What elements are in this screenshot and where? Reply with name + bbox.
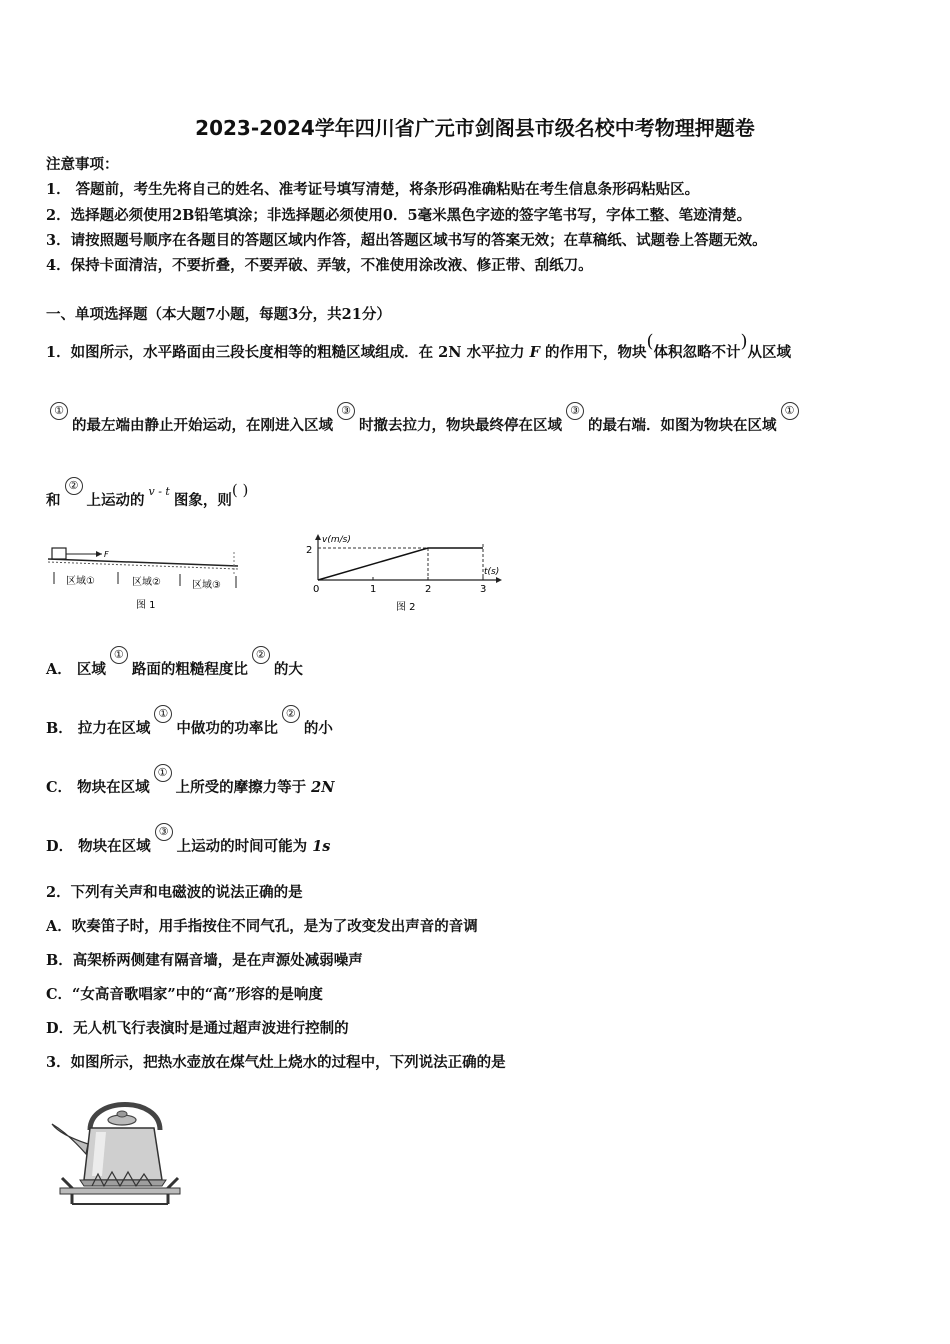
- option-label: D．: [46, 838, 74, 855]
- circle-1-marker: ①: [50, 402, 68, 420]
- q1-answer-paren: ( ): [231, 481, 249, 499]
- x-tick-label: 3: [480, 584, 487, 595]
- figure-2-vt-chart: [300, 530, 520, 615]
- q1-text: 体积忽略不计: [653, 344, 741, 361]
- circle-2-marker: ②: [65, 477, 83, 495]
- q1-text: 上运动的: [86, 492, 145, 509]
- q1-paren-close: ): [740, 331, 748, 352]
- q1-force: 2N: [438, 344, 462, 361]
- option-label: A．: [46, 661, 72, 678]
- q1-text: 从区域: [747, 344, 792, 361]
- circle-1-marker: ①: [154, 705, 172, 723]
- figure-2-caption: 图 2: [396, 602, 416, 613]
- q1-text: 水平拉力: [466, 344, 525, 361]
- section-heading: 一、单项选择题（本大题7小题，每题3分，共21分）: [46, 306, 391, 323]
- option-value: 1s: [312, 838, 331, 855]
- q1-text: 时撤去拉力，物块最终停在区域: [359, 417, 562, 434]
- q1-paren-open: (: [646, 331, 654, 352]
- q1-option-b[interactable]: [46, 707, 333, 738]
- x-axis-label: t(s): [484, 567, 500, 577]
- y-axis-label: v(m/s): [322, 535, 351, 545]
- q1-line2: [46, 404, 803, 435]
- zone-label-3: 区域③: [192, 580, 221, 591]
- vt-series-line: [318, 548, 483, 580]
- q1-text: 的最左端由静止开始运动，在刚进入区域: [72, 417, 333, 434]
- circle-2-marker: ②: [282, 705, 300, 723]
- zone-label-2: 区域②: [132, 577, 161, 588]
- kettle-stove-illustration: [50, 1088, 190, 1210]
- force-arrowhead: [96, 551, 102, 557]
- option-text: 路面的粗糙程度比: [131, 661, 248, 678]
- y-tick-label: 2: [306, 545, 313, 556]
- q1-line1: [46, 331, 792, 362]
- option-text: 物块在区域: [78, 838, 151, 855]
- x-axis-arrow: [496, 577, 502, 583]
- option-label: C．: [46, 779, 73, 796]
- circle-3-marker: ③: [337, 402, 355, 420]
- q2-option-a[interactable]: A．吹奏笛子时，用手指按住不同气孔，是为了改变发出声音的音调: [46, 918, 478, 935]
- option-text: 上所受的摩擦力等于: [175, 779, 307, 796]
- kettle-spout: [52, 1124, 88, 1154]
- q3-stem: 3．如图所示，把热水壶放在煤气灶上烧水的过程中，下列说法正确的是: [46, 1054, 506, 1071]
- road-surface: [48, 559, 238, 566]
- q1-text: 和: [46, 492, 61, 509]
- q2-option-d[interactable]: D．无人机飞行表演时是通过超声波进行控制的: [46, 1020, 349, 1037]
- notice-item-2: 2．选择题必须使用2B铅笔填涂；非选择题必须使用0．5毫米黑色字迹的签字笔书写，字体工整、笔迹清楚。: [46, 207, 752, 224]
- figure-1: [46, 540, 246, 615]
- q1-vt: v - t: [148, 485, 170, 498]
- circle-1-marker: ①: [781, 402, 799, 420]
- q2-stem: 2．下列有关声和电磁波的说法正确的是: [46, 884, 303, 901]
- option-text: 上运动的时间可能为: [176, 838, 308, 855]
- option-label: B．: [46, 720, 73, 737]
- q2-option-b[interactable]: B．高架桥两侧建有隔音墙，是在声源处减弱噪声: [46, 952, 363, 969]
- circle-3-marker: ③: [155, 823, 173, 841]
- q1-text: 的作用下，物块: [544, 344, 647, 361]
- x-tick-label: 1: [370, 584, 377, 595]
- q1-option-c[interactable]: [46, 766, 335, 797]
- notice-heading: 注意事项：: [46, 156, 119, 173]
- q1-text: 的最右端．如图为物块在区域: [588, 417, 777, 434]
- option-text: 的大: [273, 661, 303, 678]
- q1-option-a[interactable]: [46, 648, 303, 679]
- notice-item-3: 3．请按照题号顺序在各题目的答题区域内作答，超出答题区域书写的答案无效；在草稿纸、试题卷上答题无效。: [46, 232, 767, 249]
- circle-3-marker: ③: [566, 402, 584, 420]
- zone-label-1: 区域①: [66, 576, 95, 587]
- circle-1-marker: ①: [110, 646, 128, 664]
- x-tick-label: 2: [425, 584, 432, 595]
- force-label: F: [104, 550, 109, 559]
- option-value: 2N: [311, 779, 335, 796]
- stove-burner: [60, 1188, 180, 1194]
- circle-2-marker: ②: [252, 646, 270, 664]
- q1-F: F: [529, 344, 540, 361]
- q2-option-c[interactable]: C．“女高音歌唱家”中的“高”形容的是响度: [46, 986, 323, 1003]
- y-axis-arrow: [315, 534, 321, 540]
- notice-item-1: 1． 答题前，考生先将自己的姓名、准考证号填写清楚，将条形码准确粘贴在考生信息条形码粘贴区。: [46, 181, 700, 198]
- q1-text: 1．如图所示，水平路面由三段长度相等的粗糙区域组成．在: [46, 344, 434, 361]
- option-text: 中做功的功率比: [176, 720, 278, 737]
- option-text: 区域: [76, 661, 106, 678]
- figure-1-caption: 图 1: [136, 600, 156, 611]
- q1-option-d[interactable]: [46, 825, 331, 856]
- kettle-knob: [117, 1111, 127, 1117]
- q1-text: 图象，则: [173, 492, 232, 509]
- x-tick-label: 0: [313, 584, 320, 595]
- option-text: 物块在区域: [77, 779, 150, 796]
- block-icon: [52, 548, 66, 559]
- q1-line3: [46, 479, 249, 510]
- notice-item-4: 4．保持卡面清洁，不要折叠，不要弄破、弄皱，不准使用涂改液、修正带、刮纸刀。: [46, 257, 593, 274]
- option-text: 拉力在区域: [77, 720, 151, 737]
- option-text: 的小: [303, 720, 333, 737]
- page-title: 2023-2024学年四川省广元市剑阁县市级名校中考物理押题卷: [195, 116, 755, 140]
- circle-1-marker: ①: [154, 764, 172, 782]
